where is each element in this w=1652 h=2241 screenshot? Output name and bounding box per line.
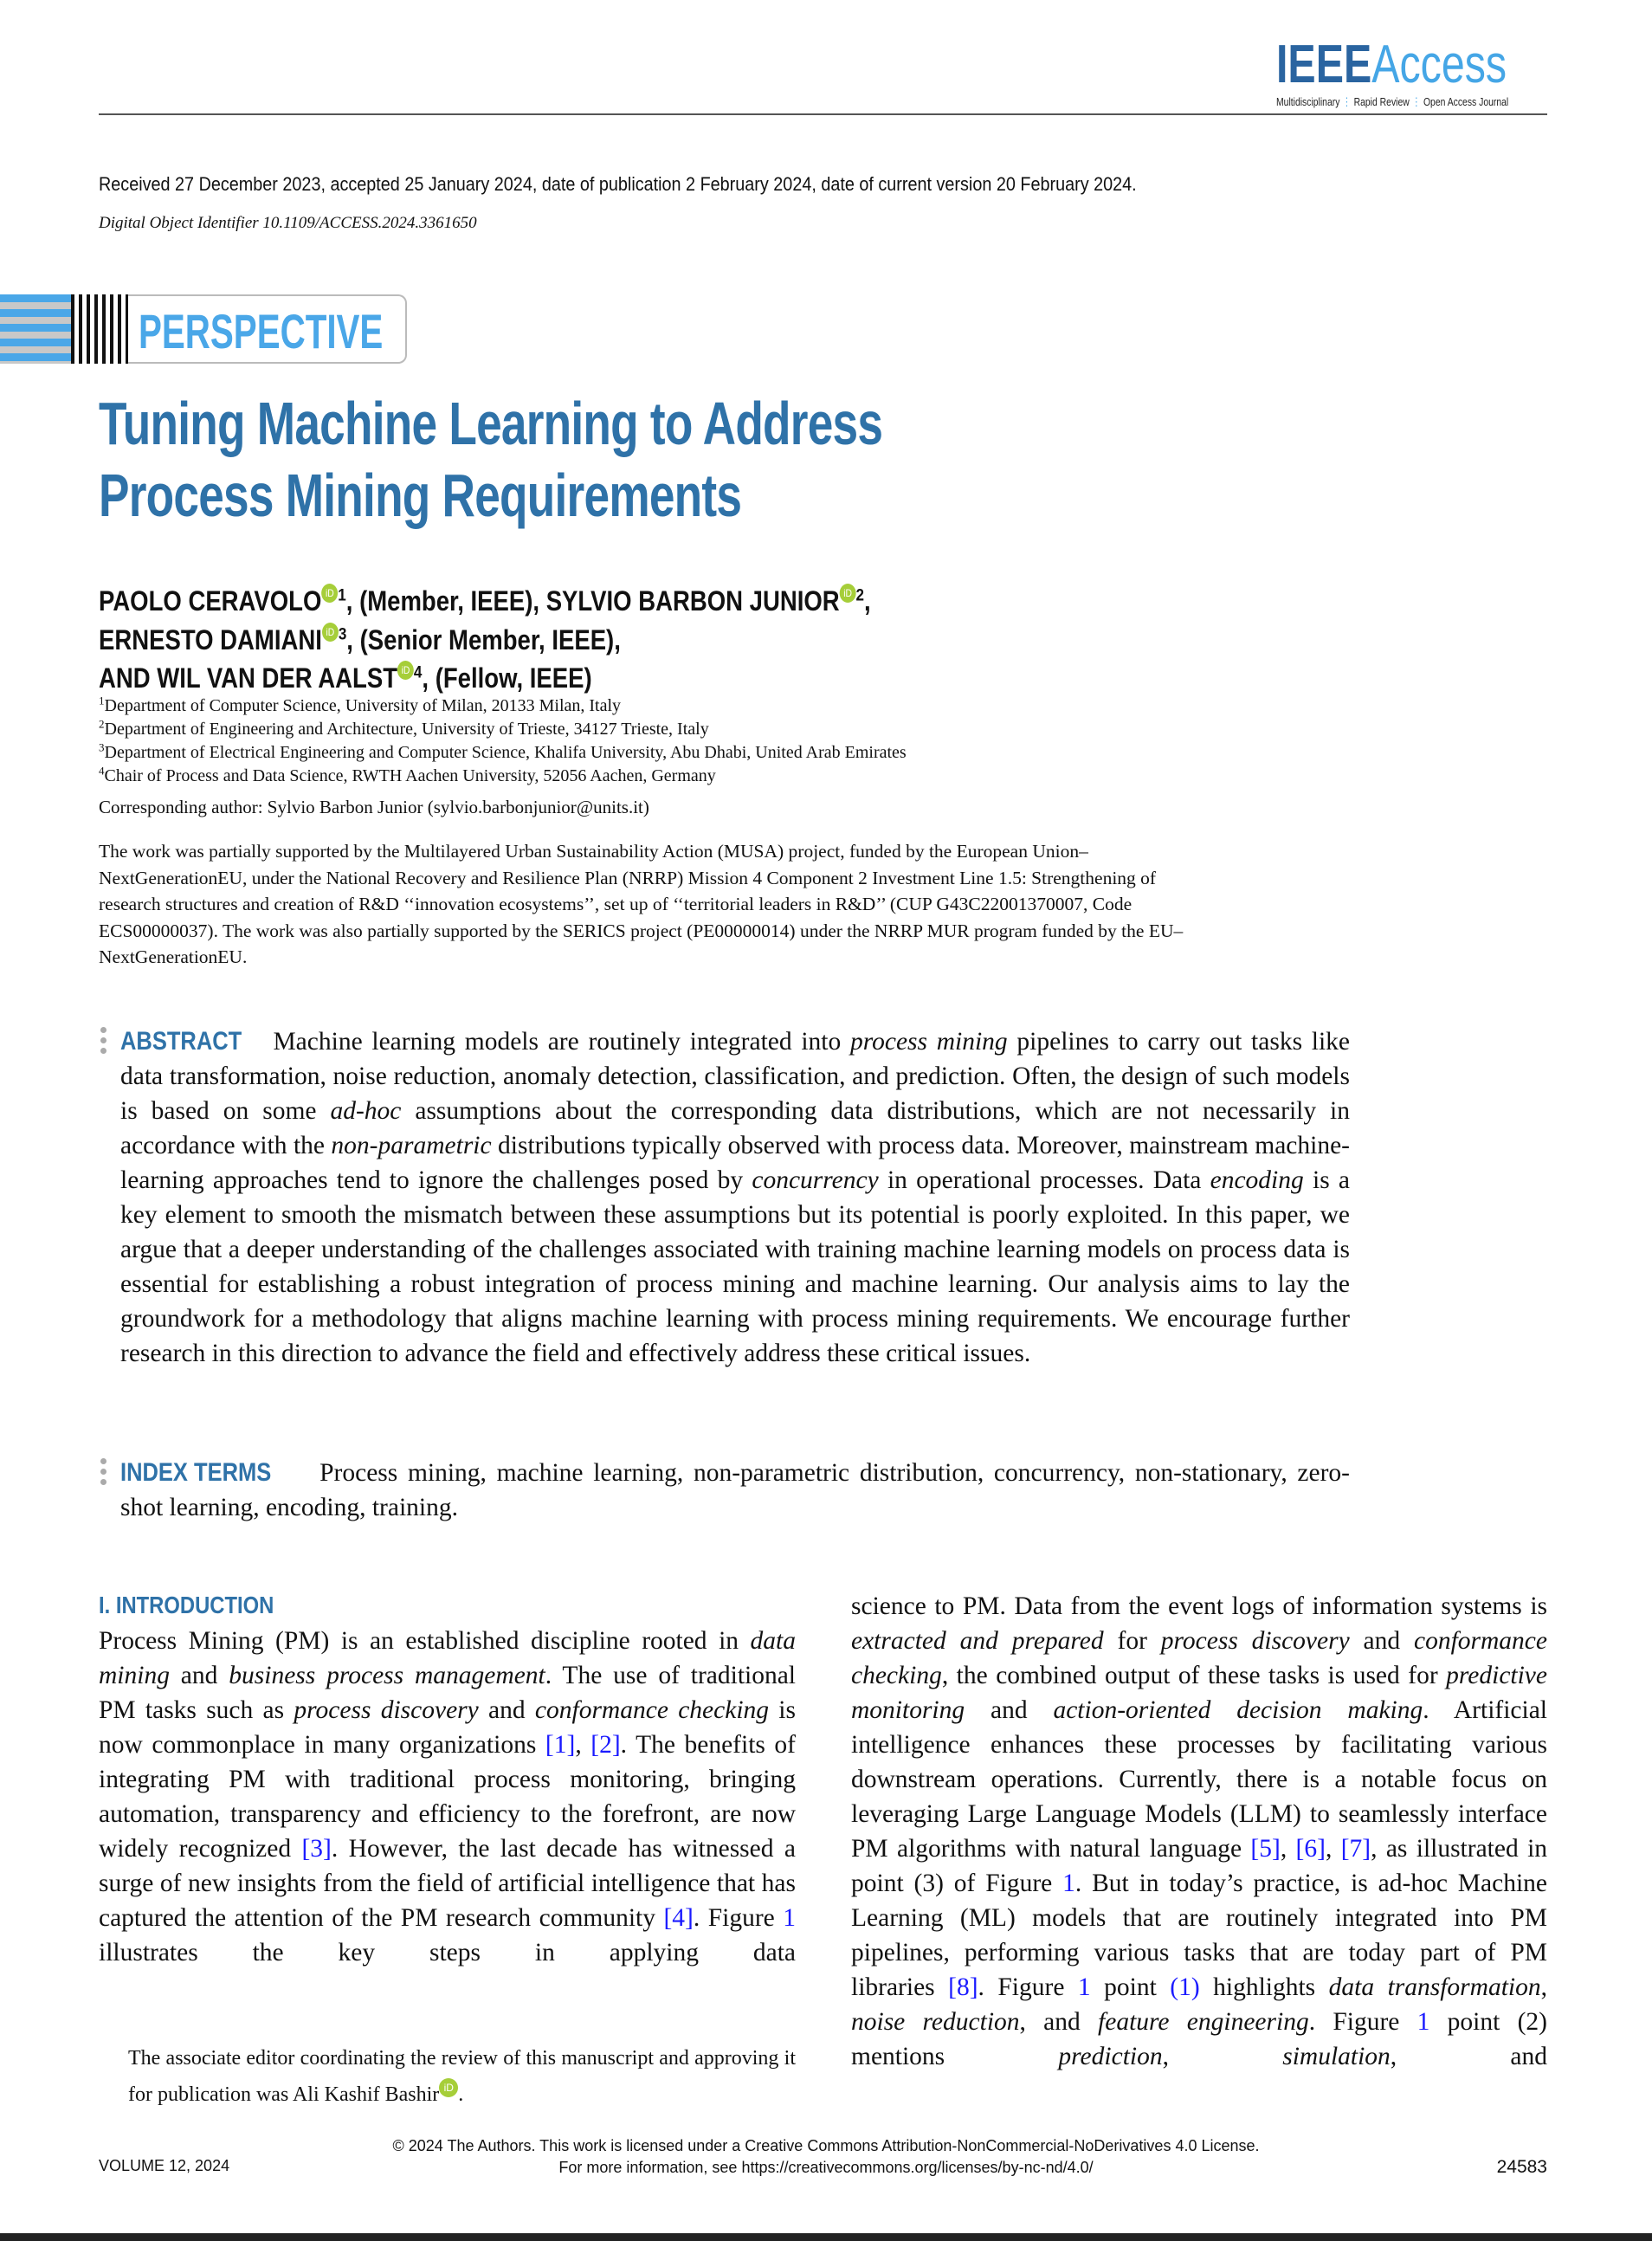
italic-text: predictive monitoring (851, 1662, 1547, 1724)
article-type-badge (0, 294, 407, 364)
italic-text: data transformation (1328, 1973, 1541, 2001)
text: point (1090, 1973, 1171, 2001)
author-name: AND WIL VAN DER AALST (99, 662, 398, 694)
citation-link[interactable]: 1 (1416, 2008, 1430, 2036)
italic-text: process discovery (294, 1696, 479, 1724)
citation-link[interactable]: (1) (1170, 1973, 1200, 2001)
author-name: PAOLO CERAVOLO (99, 585, 322, 617)
affiliation-number: 3 (338, 623, 347, 643)
section-heading-introduction: I. INTRODUCTION (99, 1592, 274, 1618)
italic-text: data mining (99, 1627, 796, 1689)
section-marker-icon (100, 1458, 107, 1489)
affiliation-number: 4 (99, 764, 105, 778)
title-line: Tuning Machine Learning to Address (99, 390, 883, 457)
text: distributions typically observed with process data. Moreover, mainstream machine-learning approaches tend to ignore the challenges posed by (120, 1132, 1350, 1194)
italic-text: ad-hoc (330, 1097, 402, 1125)
page-footer (0, 2135, 1652, 2179)
orcid-icon[interactable]: iD (840, 584, 856, 603)
text: , and (1390, 2043, 1548, 2070)
italic-text: action-oriented decision making (1053, 1696, 1423, 1724)
text: for (1103, 1627, 1161, 1655)
text: in operational processes. Data (878, 1166, 1210, 1194)
author-role: , (Senior Member, IEEE), (346, 623, 621, 656)
text: and (965, 1696, 1054, 1724)
author-role: , (Member, IEEE), (345, 585, 546, 617)
citation-link[interactable]: [1] (545, 1731, 576, 1759)
editor-footnote (99, 2040, 796, 2113)
footnote-end: . (458, 2083, 464, 2106)
citation-link[interactable]: [2] (590, 1731, 621, 1759)
affiliation-text: Department of Computer Science, University of Milan, 20133 Milan, Italy (104, 696, 622, 715)
affiliation-number: 3 (99, 740, 105, 754)
logo-tagline: Multidisciplinary ⋮ Rapid Review ⋮ Open Access Journal (1276, 95, 1509, 108)
italic-text: non-parametric (331, 1132, 492, 1159)
text: is now commonplace in many organizations (99, 1696, 796, 1759)
paper-title (99, 388, 882, 532)
index-terms-label: INDEX TERMS (120, 1458, 272, 1487)
text: , (575, 1731, 591, 1759)
volume: VOLUME 12, 2024 (99, 2157, 230, 2174)
text: point (2) mentions (851, 2008, 1548, 2070)
text: , and (1019, 2008, 1099, 2036)
license-text: © 2024 The Authors. This work is licensed under a Creative Commons Attribution-NonCommercial-NoDerivatives 4.0 License. (392, 2137, 1260, 2154)
abstract (120, 1024, 1350, 1371)
text: , (1280, 1835, 1296, 1863)
affiliation (99, 765, 907, 788)
text: . But in today’s practice, is ad-hoc Machine Learning (ML) models that are routinely integrated into PM pipelines, performing various tasks that are today part of PM libraries (851, 1870, 1547, 2001)
affiliation-number: 1 (99, 694, 105, 707)
affiliation (99, 741, 907, 765)
text: , the combined output of these tasks is used for (941, 1662, 1447, 1689)
text: , as illustrated in point (3) of Figure (851, 1835, 1548, 1897)
badge-label: PERSPECTIVE (139, 304, 384, 358)
text: and (169, 1662, 229, 1689)
logo-ieee: IEEE (1276, 35, 1372, 94)
orcid-icon[interactable]: iD (439, 2078, 458, 2097)
logo-access: Access (1371, 35, 1507, 94)
citation-link[interactable]: [5] (1250, 1835, 1281, 1863)
author-name: ERNESTO DAMIANI (99, 623, 322, 656)
affiliations (99, 694, 907, 788)
citation-link[interactable]: [3] (301, 1835, 332, 1863)
affiliation-number: 1 (338, 585, 346, 605)
text: highlights (1199, 1973, 1329, 2001)
tagline-item: Multidisciplinary (1276, 95, 1340, 108)
citation-link[interactable]: 1 (1062, 1870, 1075, 1897)
text: is a key element to smooth the mismatch between these assumptions but its potential is poorly exploited. In this paper, we argue that a deeper understanding of the challenges associated with training machine learning models on process data is essential for establishing a robust integration of process mining and machine learning. Our analysis aims to lay the groundwork for a methodology that aligns machine learning with process mining requirements. We encourage further research in this direction to advance the field and effectively address these critical issues. (120, 1166, 1350, 1367)
italic-text: process mining (849, 1028, 1008, 1056)
text: . The benefits of integrating PM with traditional process monitoring, bringing automation, transparency and efficiency to the forefront, are now widely recognized (99, 1731, 796, 1863)
italic-text: process discovery (1160, 1627, 1350, 1655)
abstract-text (120, 1028, 1350, 1367)
text: and (478, 1696, 535, 1724)
italic-text: noise reduction (851, 2008, 1020, 2036)
text: science to PM. Data from the event logs of information systems is (851, 1592, 1547, 1620)
funding-note: The work was partially supported by the Multilayered Urban Sustainability Action (MUSA) project, funded by the European Union–NextGenerationEU, under the National Recovery and Resilience Plan (NRRP) Mission 4 Component 2 Investment Line 1.5: Strengthening of research structures and creation of R&D ‘‘innovation ecosystems’’, set up of ‘‘territorial leaders in R&D’’ (CUP G43C22001370007, Code ECS00000037). The work was also partially supported by the SERICS project (PE00000014) under the NRRP MUR program funded by the EU–NextGenerationEU. (99, 841, 1184, 967)
citation-link[interactable]: 1 (1077, 1973, 1091, 2001)
doi: Digital Object Identifier 10.1109/ACCESS.2024.3361650 (99, 214, 477, 232)
text: assumptions about the corresponding data distributions, which are not necessarily in accordance with the (120, 1097, 1350, 1159)
author-role: , (Fellow, IEEE) (422, 662, 592, 694)
text: . Figure (978, 1973, 1078, 2001)
citation-link[interactable]: [8] (948, 1973, 978, 2001)
affiliation (99, 694, 907, 718)
author-name: SYLVIO BARBON JUNIOR (545, 585, 840, 617)
italic-text: extracted and prepared (851, 1627, 1104, 1655)
text: , (1540, 1973, 1547, 2001)
index-terms-text: Process mining, machine learning, non-parametric distribution, concurrency, non-stationary, zero-shot learning, encoding, training. (120, 1459, 1351, 1521)
ieee-access-logo (1276, 35, 1545, 116)
affiliation-text: Department of Engineering and Architecture, University of Trieste, 34127 Trieste, Italy (104, 720, 709, 739)
text: Machine learning models are routinely integrated into (273, 1028, 850, 1056)
author-list (99, 582, 871, 698)
author-role: , (864, 585, 871, 617)
text: . Artificial intelligence enhances these processes by facilitating various downstream operations. Currently, there is a notable focus on leveraging Large Language Models (LLM) to seamlessly interface PM algorithms with natural language (851, 1696, 1547, 1863)
header-rule (99, 113, 1547, 115)
citation-link[interactable]: [6] (1295, 1835, 1326, 1863)
license-link[interactable]: For more information, see https://creativecommons.org/licenses/by-nc-nd/4.0/ (558, 2159, 1094, 2176)
affiliation-number: 2 (855, 585, 865, 605)
text: . The use of traditional PM tasks such as (99, 1662, 796, 1724)
intro-left-column (99, 1624, 796, 1970)
text: , (1325, 1835, 1341, 1863)
page-number: 24583 (1496, 2157, 1547, 2177)
received-dates: Received 27 December 2023, accepted 25 January 2024, date of publication 2 February 2024, date of current version 20 February 2024. (99, 173, 1137, 195)
tagline-item: Rapid Review (1353, 95, 1410, 108)
italic-text: conformance checking (534, 1696, 770, 1724)
text: and (1349, 1627, 1414, 1655)
affiliation-text: Chair of Process and Data Science, RWTH Aachen University, 52056 Aachen, Germany (104, 766, 716, 785)
italic-text: feature engineering (1098, 2008, 1309, 2036)
section-marker-icon (100, 1027, 107, 1058)
text: Process Mining (PM) is an established discipline rooted in (99, 1627, 751, 1655)
italic-text: conformance checking (851, 1627, 1547, 1689)
corresponding-author: Corresponding author: Sylvio Barbon Junior (sylvio.barbonjunior@units.it) (99, 797, 649, 817)
italic-text: prediction (1058, 2043, 1163, 2070)
affiliation-number: 2 (99, 717, 105, 731)
text: illustrates the key steps in applying data (99, 1939, 796, 1967)
italic-text: business process management (229, 1662, 545, 1689)
bottom-bar (0, 2233, 1652, 2241)
index-terms (120, 1456, 1350, 1525)
orcid-icon[interactable]: iD (321, 584, 338, 603)
abstract-label: ABSTRACT (120, 1027, 242, 1056)
citation-link[interactable]: 1 (783, 1904, 796, 1932)
citation-link[interactable]: [7] (1340, 1835, 1371, 1863)
citation-link[interactable]: [4] (663, 1904, 694, 1932)
text: . However, the last decade has witnessed a surge of new insights from the field of artificial intelligence that has captured the attention of the PM research community (99, 1835, 797, 1932)
text: . Figure (1308, 2008, 1417, 2036)
title-line: Process Mining Requirements (99, 462, 742, 529)
text: pipelines to carry out tasks like data transformation, noise reduction, anomaly detection, classification, and prediction. Often, the design of such models is based on some (120, 1028, 1351, 1125)
orcid-icon[interactable]: iD (322, 623, 339, 642)
tagline-item: Open Access Journal (1423, 95, 1509, 108)
affiliation-text: Department of Electrical Engineering and Computer Science, Khalifa University, Abu Dhabi, United Arab Emirates (104, 743, 907, 762)
footnote-text: The associate editor coordinating the review of this manuscript and approving it for publication was Ali Kashif Bashir (128, 2047, 796, 2106)
text: , (1162, 2043, 1283, 2070)
affiliation-number: 4 (413, 662, 423, 682)
italic-text: encoding (1210, 1166, 1304, 1194)
italic-text: concurrency (752, 1166, 879, 1194)
italic-text: simulation (1282, 2043, 1391, 2070)
orcid-icon[interactable]: iD (397, 661, 414, 680)
text: . Figure (693, 1904, 784, 1932)
intro-right-column (851, 1589, 1547, 2074)
affiliation (99, 718, 907, 741)
